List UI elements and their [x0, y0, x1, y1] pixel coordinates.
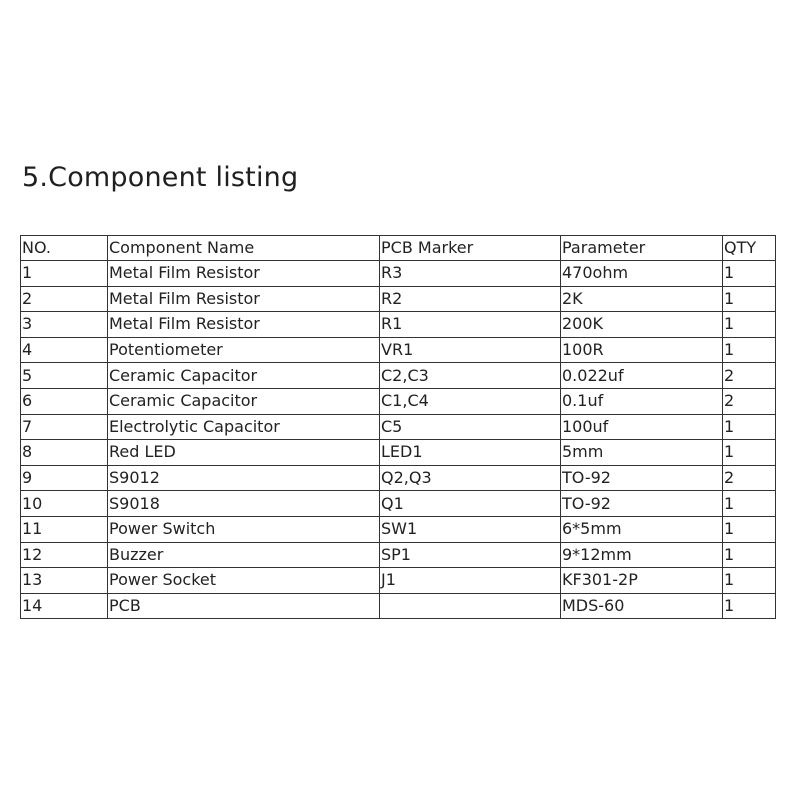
- column-header-parameter: Parameter: [561, 236, 723, 261]
- cell-pcb-marker: LED1: [380, 440, 561, 466]
- table-body: [21, 261, 776, 619]
- table-header-row: [21, 236, 776, 261]
- table-row: [21, 491, 776, 517]
- table-row: [21, 388, 776, 414]
- cell-no: 14: [21, 593, 108, 619]
- cell-no: 5: [21, 363, 108, 389]
- cell-qty: 1: [723, 312, 776, 338]
- cell-component-name: S9018: [108, 491, 380, 517]
- cell-qty: 1: [723, 337, 776, 363]
- cell-no: 13: [21, 568, 108, 594]
- cell-pcb-marker: SW1: [380, 516, 561, 542]
- table-row: [21, 337, 776, 363]
- cell-parameter: 0.022uf: [561, 363, 723, 389]
- cell-pcb-marker: Q2,Q3: [380, 465, 561, 491]
- cell-qty: 2: [723, 363, 776, 389]
- section-heading: 5.Component listing: [22, 162, 299, 193]
- cell-no: 8: [21, 440, 108, 466]
- table-row: [21, 363, 776, 389]
- cell-parameter: 2K: [561, 286, 723, 312]
- cell-component-name: Ceramic Capacitor: [108, 363, 380, 389]
- table-row: [21, 568, 776, 594]
- cell-component-name: Buzzer: [108, 542, 380, 568]
- cell-no: 6: [21, 388, 108, 414]
- cell-component-name: S9012: [108, 465, 380, 491]
- cell-component-name: Electrolytic Capacitor: [108, 414, 380, 440]
- cell-pcb-marker: [380, 593, 561, 619]
- cell-pcb-marker: J1: [380, 568, 561, 594]
- cell-no: 11: [21, 516, 108, 542]
- cell-no: 10: [21, 491, 108, 517]
- component-table: [20, 235, 776, 619]
- cell-component-name: Potentiometer: [108, 337, 380, 363]
- cell-qty: 1: [723, 593, 776, 619]
- cell-component-name: PCB: [108, 593, 380, 619]
- cell-component-name: Red LED: [108, 440, 380, 466]
- cell-qty: 1: [723, 516, 776, 542]
- cell-parameter: TO-92: [561, 465, 723, 491]
- cell-parameter: 100uf: [561, 414, 723, 440]
- cell-qty: 1: [723, 414, 776, 440]
- cell-parameter: 6*5mm: [561, 516, 723, 542]
- cell-no: 4: [21, 337, 108, 363]
- cell-pcb-marker: R3: [380, 261, 561, 287]
- column-header-pcb-marker: PCB Marker: [380, 236, 561, 261]
- cell-component-name: Power Switch: [108, 516, 380, 542]
- cell-pcb-marker: C1,C4: [380, 388, 561, 414]
- table-row: [21, 542, 776, 568]
- table-row: [21, 440, 776, 466]
- cell-no: 1: [21, 261, 108, 287]
- cell-pcb-marker: R2: [380, 286, 561, 312]
- table-row: [21, 465, 776, 491]
- cell-qty: 2: [723, 388, 776, 414]
- cell-parameter: TO-92: [561, 491, 723, 517]
- cell-qty: 1: [723, 286, 776, 312]
- cell-no: 7: [21, 414, 108, 440]
- cell-no: 2: [21, 286, 108, 312]
- cell-qty: 1: [723, 261, 776, 287]
- cell-component-name: Ceramic Capacitor: [108, 388, 380, 414]
- cell-parameter: KF301-2P: [561, 568, 723, 594]
- cell-component-name: Power Socket: [108, 568, 380, 594]
- cell-qty: 1: [723, 491, 776, 517]
- cell-parameter: 0.1uf: [561, 388, 723, 414]
- cell-qty: 1: [723, 568, 776, 594]
- cell-parameter: 470ohm: [561, 261, 723, 287]
- cell-pcb-marker: Q1: [380, 491, 561, 517]
- table-row: [21, 286, 776, 312]
- table-row: [21, 261, 776, 287]
- cell-component-name: Metal Film Resistor: [108, 261, 380, 287]
- cell-pcb-marker: VR1: [380, 337, 561, 363]
- cell-pcb-marker: R1: [380, 312, 561, 338]
- cell-pcb-marker: C5: [380, 414, 561, 440]
- cell-no: 3: [21, 312, 108, 338]
- cell-parameter: 5mm: [561, 440, 723, 466]
- column-header-no: NO.: [21, 236, 108, 261]
- cell-no: 12: [21, 542, 108, 568]
- cell-qty: 2: [723, 465, 776, 491]
- table-row: [21, 516, 776, 542]
- cell-qty: 1: [723, 440, 776, 466]
- cell-parameter: 9*12mm: [561, 542, 723, 568]
- column-header-qty: QTY: [723, 236, 776, 261]
- cell-pcb-marker: C2,C3: [380, 363, 561, 389]
- cell-no: 9: [21, 465, 108, 491]
- cell-pcb-marker: SP1: [380, 542, 561, 568]
- cell-parameter: 200K: [561, 312, 723, 338]
- table-row: [21, 312, 776, 338]
- table-row: [21, 414, 776, 440]
- cell-parameter: 100R: [561, 337, 723, 363]
- cell-component-name: Metal Film Resistor: [108, 312, 380, 338]
- cell-qty: 1: [723, 542, 776, 568]
- column-header-component-name: Component Name: [108, 236, 380, 261]
- table-row: [21, 593, 776, 619]
- cell-parameter: MDS-60: [561, 593, 723, 619]
- cell-component-name: Metal Film Resistor: [108, 286, 380, 312]
